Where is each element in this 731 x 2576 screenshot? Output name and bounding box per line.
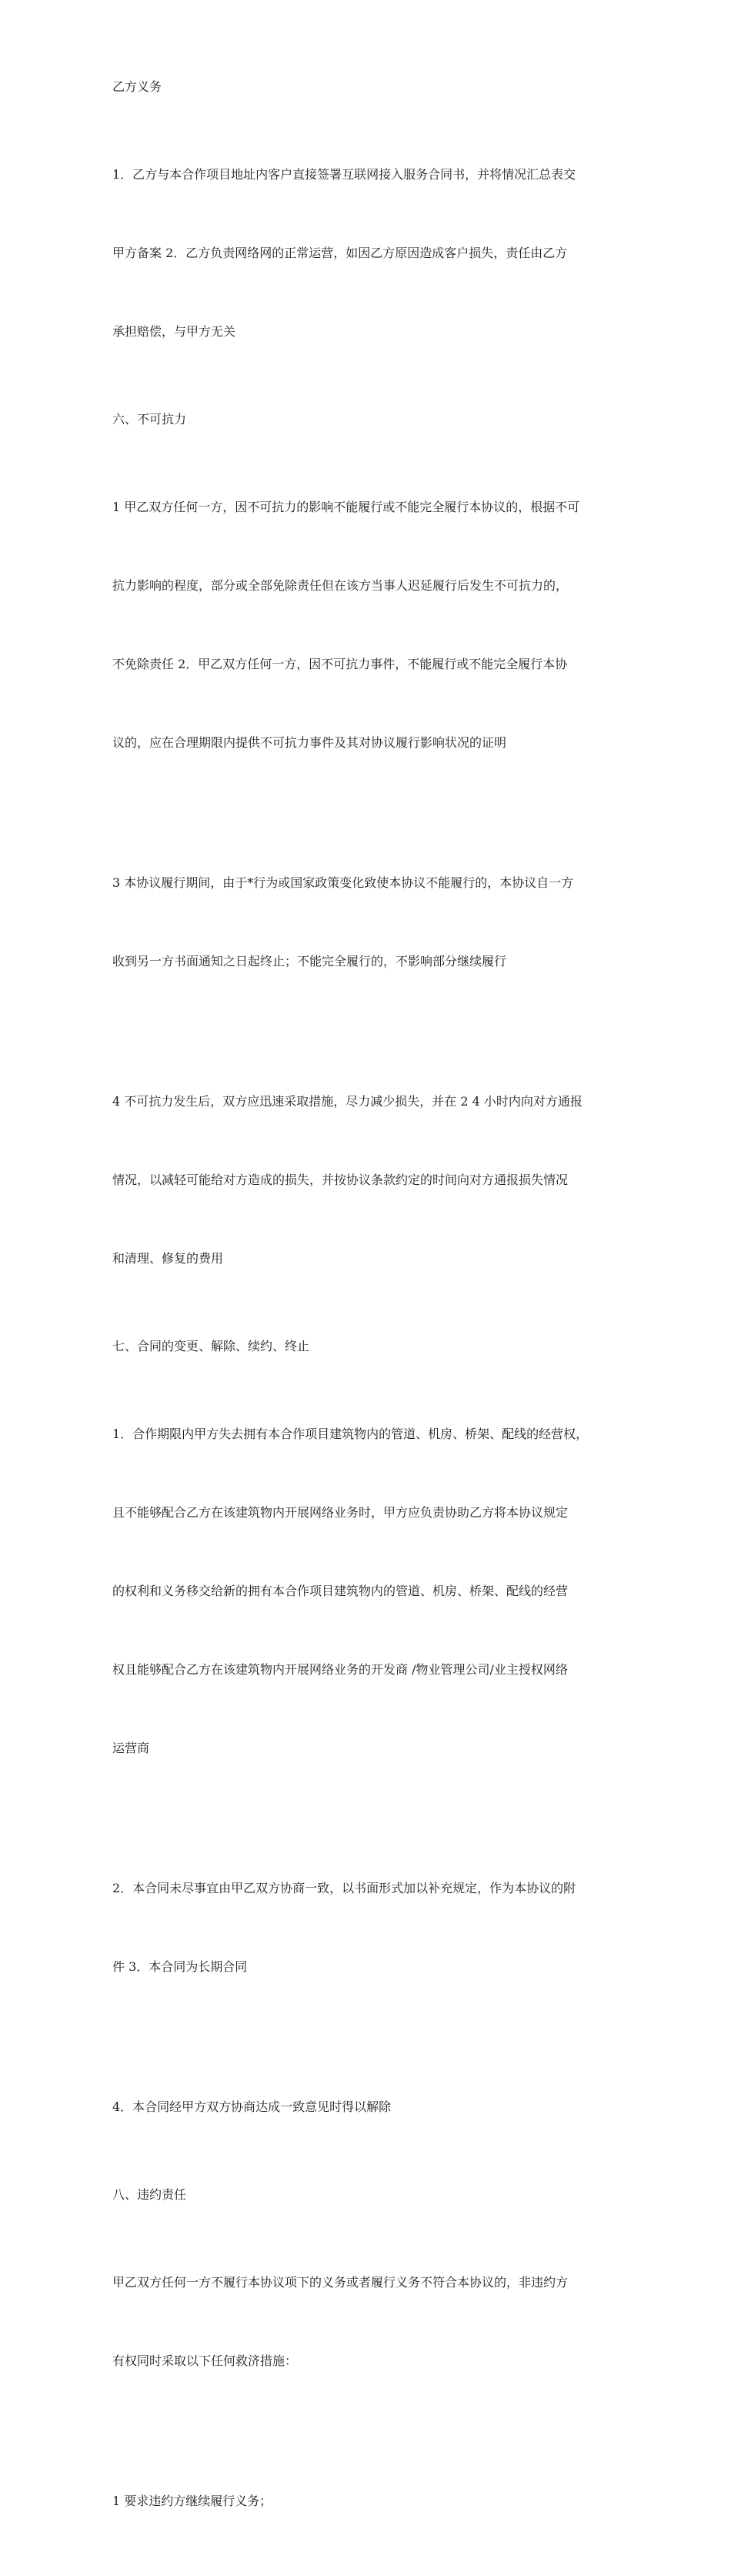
text-line: 收到另一方书面通知之日起终止；不能完全履行的，不影响部分继续履行 xyxy=(112,954,507,969)
document-page xyxy=(112,74,628,2576)
text-line: 乙方义务 xyxy=(112,79,162,94)
paragraph-party-b-obligations xyxy=(112,109,628,397)
text-line: 六、不可抗力 xyxy=(112,412,187,427)
text-line: 权且能够配合乙方在该建筑物内开展网络业务的开发商 /物业管理公司/业主授权网络 xyxy=(112,1662,568,1677)
paragraph-contract-changes-2 xyxy=(112,1823,628,2032)
text-line: 4．本合同经甲方双方协商达成一致意见时得以解除 xyxy=(112,2099,392,2114)
paragraph-force-majeure-3 xyxy=(112,818,628,1027)
text-line: 七、合同的变更、解除、续约、终止 xyxy=(112,1339,310,1353)
text-line: 不免除责任 2．甲乙双方任何一方，因不可抗力事件，不能履行或不能完全履行本协 xyxy=(112,657,568,671)
paragraph-force-majeure-4 xyxy=(112,1036,628,1324)
section-heading-party-b-obligations xyxy=(112,74,628,100)
text-line: 1 要求违约方继续履行义务； xyxy=(112,2494,272,2508)
section-heading-contract-changes xyxy=(112,1333,628,1360)
text-line: 3 本协议履行期间，由于*行为或国家政策变化致使本协议不能履行的，本协议自一方 xyxy=(112,875,574,890)
text-line: 有权同时采取以下任何救济措施： xyxy=(112,2354,298,2368)
text-line: 抗力影响的程度，部分或全部免除责任但在该方当事人迟延履行后发生不可抗力的， xyxy=(112,578,569,593)
text-line: 且不能够配合乙方在该建筑物内开展网络业务时，甲方应负责协助乙方将本协议规定 xyxy=(112,1505,569,1520)
text-line: 的权利和义务移交给新的拥有本合作项目建筑物内的管道、机房、桥架、配线的经营 xyxy=(112,1584,569,1598)
section-heading-force-majeure xyxy=(112,406,628,433)
text-line: 议的，应在合理期限内提供不可抗力事件及其对协议履行影响状况的证明 xyxy=(112,735,507,750)
text-line: 甲方备案 2．乙方负责网络网的正常运营，如因乙方原因造成客户损失，责任由乙方 xyxy=(112,246,568,260)
text-line: 2．本合同未尽事宜由甲乙双方协商一致，以书面形式加以补充规定，作为本协议的附 xyxy=(112,1881,576,1895)
section-heading-breach-liability xyxy=(112,2182,628,2208)
text-line: 4 不可抗力发生后，双方应迅速采取措施，尽力减少损失，并在 2 4 小时内向对方通报 xyxy=(112,1094,582,1109)
paragraph-force-majeure-1 xyxy=(112,442,628,808)
text-line: 八、违约责任 xyxy=(112,2187,187,2202)
paragraph-contract-changes-1 xyxy=(112,1369,628,1814)
text-line: 承担赔偿，与甲方无关 xyxy=(112,324,236,339)
paragraph-contract-changes-4 xyxy=(112,2042,628,2173)
text-line: 运营商 xyxy=(112,1741,150,1755)
text-line: 甲乙双方任何一方不履行本协议项下的义务或者履行义务不符合本协议的，非违约方 xyxy=(112,2275,569,2290)
text-line: 情况，以减轻可能给对方造成的损失，并按协议条款约定的时间向对方通报损失情况 xyxy=(112,1173,569,1187)
paragraph-breach-liability-intro xyxy=(112,2217,628,2427)
paragraph-breach-liability-1 xyxy=(112,2436,628,2567)
text-line: 1．乙方与本合作项目地址内客户直接签署互联网接入服务合同书，并将情况汇总表交 xyxy=(112,167,576,182)
text-line: 和清理、修复的费用 xyxy=(112,1251,224,1266)
text-line: 1 甲乙双方任何一方，因不可抗力的影响不能履行或不能完全履行本协议的，根据不可 xyxy=(112,500,580,514)
text-line: 件 3．本合同为长期合同 xyxy=(112,1959,248,1974)
text-line: 1．合作期限内甲方失去拥有本合作项目建筑物内的管道、机房、桥架、配线的经营权， xyxy=(112,1427,589,1441)
